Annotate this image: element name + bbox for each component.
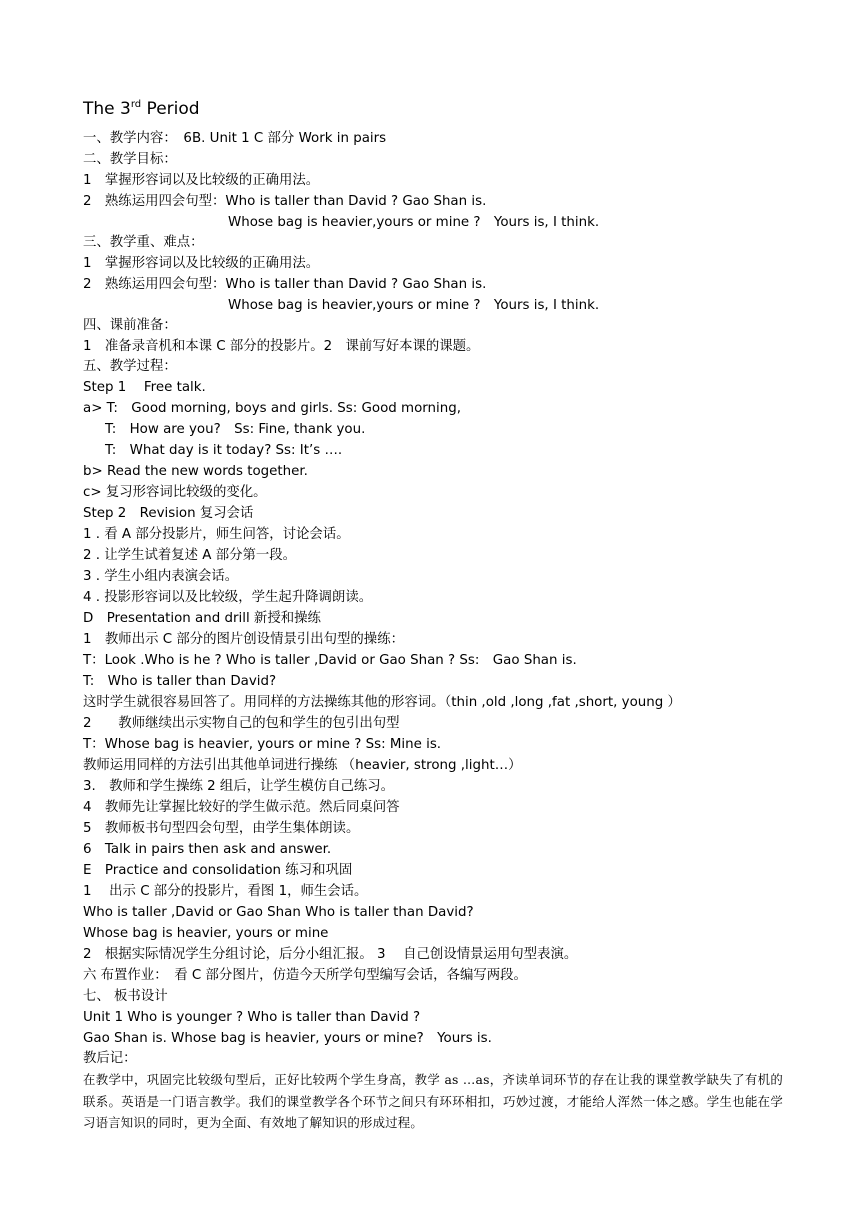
step-item: 4 . 投影形容词以及比较级，学生起升降调朗读。 <box>83 590 373 605</box>
dialogue-line: T：Whose bag is heavier, yours or mine ? Ss: Mine is. <box>83 737 442 752</box>
dialogue-line: T：Look .Who is he ? Who is taller ,David or Gao Shan ? Ss: Gao Shan is. <box>83 653 577 668</box>
step-item: 6 Talk in pairs then ask and answer. <box>83 842 332 857</box>
board-design-line: Unit 1 Who is younger ? Who is taller than David ? <box>83 1010 421 1025</box>
preparation-item: 1 准备录音机和本课 C 部分的投影片。2 课前写好本课的课题。 <box>83 339 480 354</box>
dialogue-line: T: Who is taller than David? <box>83 674 277 689</box>
key-point-item-2: 2 熟练运用四会句型：Who is taller than David ? Gao Shan is. <box>83 277 487 292</box>
step-note: 教师运用同样的方法引出其他单词进行操练 （heavier, strong ,light…） <box>83 758 522 773</box>
key-points-heading: 三、教学重、难点： <box>83 235 204 250</box>
goal-item-2: 2 熟练运用四会句型：Who is taller than David ? Gao Shan is. <box>83 194 487 209</box>
teaching-goals-heading: 二、教学目标： <box>83 152 177 167</box>
step-1-heading: Step 1 Free talk. <box>83 380 206 395</box>
reflection-heading: 教后记： <box>83 1051 137 1066</box>
document-title: The 3rd Period <box>83 99 200 119</box>
section-d-heading: D Presentation and drill 新授和操练 <box>83 611 321 626</box>
preparation-heading: 四、课前准备： <box>83 318 177 333</box>
key-point-item-2-continued: Whose bag is heavier,yours or mine ? Yours is, I think. <box>228 298 600 313</box>
dialogue-line: Whose bag is heavier, yours or mine <box>83 926 329 941</box>
step-item: 1 教师出示 C 部分的图片创设情景引出句型的操练： <box>83 632 404 647</box>
step-item: 1 出示 C 部分的投影片，看图 1，师生会话。 <box>83 884 368 899</box>
reflection-paragraph: 在教学中，巩固完比较级句型后，正好比较两个学生身高，教学 as …as，齐读单词环节的存在让我的课堂教学缺失了有机的联系。英语是一门语言教学。我们的课堂教学各个环节之间只有环环相扣，巧妙过渡，才能给人浑然一体之感。学生也能在学习语言知识的同时，更为全面、有效地了解知识的形成过程。 <box>83 1072 783 1130</box>
board-design-line: Gao Shan is. Whose bag is heavier, yours or mine? Yours is. <box>83 1031 492 1046</box>
dialogue-line: T: How are you? Ss: Fine, thank you. <box>105 422 366 437</box>
step-item: 3. 教师和学生操练 2 组后，让学生模仿自己练习。 <box>83 779 395 794</box>
key-point-item-1: 1 掌握形容词以及比较级的正确用法。 <box>83 256 320 271</box>
section-e-heading: E Practice and consolidation 练习和巩固 <box>83 863 353 878</box>
goal-item-1: 1 掌握形容词以及比较级的正确用法。 <box>83 173 320 188</box>
step-item: 3 . 学生小组内表演会话。 <box>83 569 239 584</box>
step-item: 2 教师继续出示实物自己的包和学生的包引出句型 <box>83 716 400 731</box>
board-design-heading: 七、 板书设计 <box>83 989 168 1004</box>
step-item: 1 . 看 A 部分投影片，师生问答，讨论会话。 <box>83 527 350 542</box>
step-item: 5 教师板书句型四会句型，由学生集体朗读。 <box>83 821 360 836</box>
step-item: 4 教师先让掌握比较好的学生做示范。然后同桌问答 <box>83 800 400 815</box>
step-item: b> Read the new words together. <box>83 464 308 479</box>
process-heading: 五、教学过程： <box>83 359 177 374</box>
goal-item-2-continued: Whose bag is heavier,yours or mine ? Yours is, I think. <box>228 215 600 230</box>
step-item: c> 复习形容词比较级的变化。 <box>83 485 267 500</box>
step-item: 2 根据实际情况学生分组讨论，后分小组汇报。 3 自己创设情景运用句型表演。 <box>83 947 578 962</box>
step-2-heading: Step 2 Revision 复习会话 <box>83 506 254 521</box>
step-note: 这时学生就很容易回答了。用同样的方法操练其他的形容词。（thin ,old ,long ,fat ,short, young ） <box>83 695 681 710</box>
dialogue-line: T: What day is it today? Ss: It’s …. <box>105 443 343 458</box>
dialogue-line: a> T: Good morning, boys and girls. Ss: Good morning, <box>83 401 461 416</box>
homework-heading: 六 布置作业： 看 C 部分图片，仿造今天所学句型编写会话，各编写两段。 <box>83 968 527 983</box>
step-item: 2 . 让学生试着复述 A 部分第一段。 <box>83 548 297 563</box>
dialogue-line: Who is taller ,David or Gao Shan Who is taller than David? <box>83 905 474 920</box>
teaching-content-heading: 一、教学内容： 6B. Unit 1 C 部分 Work in pairs <box>83 131 387 146</box>
